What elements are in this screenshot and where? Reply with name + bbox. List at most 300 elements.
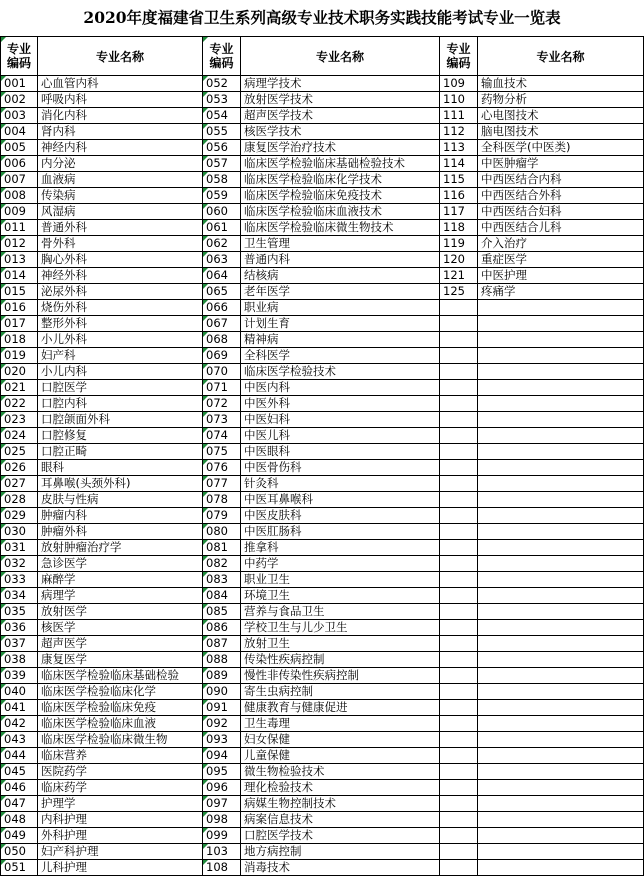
specialty-code <box>440 492 478 508</box>
specialty-code: 091 <box>203 700 241 716</box>
specialty-name: 疼痛学 <box>478 284 644 300</box>
specialty-code: 045 <box>1 764 38 780</box>
specialty-name: 整形外科 <box>38 316 203 332</box>
specialty-code <box>440 332 478 348</box>
specialty-code: 060 <box>203 204 241 220</box>
specialty-name: 普通内科 <box>241 252 440 268</box>
specialty-code: 015 <box>1 284 38 300</box>
specialty-code: 036 <box>1 620 38 636</box>
specialty-name <box>478 300 644 316</box>
specialty-name: 中医护理 <box>478 268 644 284</box>
specialty-code: 053 <box>203 92 241 108</box>
specialty-code: 092 <box>203 716 241 732</box>
specialty-name: 全科医学 <box>241 348 440 364</box>
specialty-code: 043 <box>1 732 38 748</box>
specialty-name: 内分泌 <box>38 156 203 172</box>
specialty-name: 口腔修复 <box>38 428 203 444</box>
specialty-name: 耳鼻喉(头颈外科) <box>38 476 203 492</box>
specialty-code: 121 <box>440 268 478 284</box>
table-row <box>1 236 644 252</box>
specialty-name: 麻醉学 <box>38 572 203 588</box>
specialty-name: 中医内科 <box>241 380 440 396</box>
specialty-code: 040 <box>1 684 38 700</box>
specialty-name <box>478 444 644 460</box>
specialty-code: 081 <box>203 540 241 556</box>
table-row <box>1 684 644 700</box>
specialty-code: 117 <box>440 204 478 220</box>
specialty-code: 030 <box>1 524 38 540</box>
specialty-code: 037 <box>1 636 38 652</box>
specialty-name: 理化检验技术 <box>241 780 440 796</box>
specialty-code: 009 <box>1 204 38 220</box>
specialty-name: 中医妇科 <box>241 412 440 428</box>
specialty-code: 062 <box>203 236 241 252</box>
specialty-name <box>478 716 644 732</box>
specialty-code: 110 <box>440 92 478 108</box>
specialty-name: 呼吸内科 <box>38 92 203 108</box>
specialty-name: 肿瘤内科 <box>38 508 203 524</box>
specialty-code: 099 <box>203 828 241 844</box>
table-row <box>1 588 644 604</box>
specialty-code <box>440 540 478 556</box>
specialty-code <box>440 348 478 364</box>
specialty-code <box>440 796 478 812</box>
specialty-name: 中医耳鼻喉科 <box>241 492 440 508</box>
specialty-name: 皮肤与性病 <box>38 492 203 508</box>
specialty-code: 049 <box>1 828 38 844</box>
table-row <box>1 844 644 860</box>
specialty-name: 结核病 <box>241 268 440 284</box>
specialty-code <box>440 316 478 332</box>
specialty-code: 090 <box>203 684 241 700</box>
specialty-name: 妇产科 <box>38 348 203 364</box>
table-row <box>1 668 644 684</box>
specialty-name: 康复医学治疗技术 <box>241 140 440 156</box>
table-row <box>1 364 644 380</box>
table-row <box>1 316 644 332</box>
specialty-name: 临床药学 <box>38 780 203 796</box>
specialty-code: 083 <box>203 572 241 588</box>
specialty-code: 113 <box>440 140 478 156</box>
specialty-code <box>440 860 478 876</box>
specialty-code: 021 <box>1 380 38 396</box>
specialty-name: 中西医结合儿科 <box>478 220 644 236</box>
specialty-name: 推拿科 <box>241 540 440 556</box>
specialty-name: 中医骨伤科 <box>241 460 440 476</box>
specialty-code: 098 <box>203 812 241 828</box>
specialty-code: 052 <box>203 76 241 92</box>
specialty-code: 035 <box>1 604 38 620</box>
table-row <box>1 828 644 844</box>
specialty-code: 066 <box>203 300 241 316</box>
specialty-code: 001 <box>1 76 38 92</box>
specialty-code: 082 <box>203 556 241 572</box>
specialty-code: 067 <box>203 316 241 332</box>
specialty-name: 口腔内科 <box>38 396 203 412</box>
specialty-code: 050 <box>1 844 38 860</box>
specialty-code: 028 <box>1 492 38 508</box>
specialty-name: 儿童保健 <box>241 748 440 764</box>
specialty-code: 059 <box>203 188 241 204</box>
table-row <box>1 172 644 188</box>
specialty-name: 外科护理 <box>38 828 203 844</box>
specialty-name: 心电图技术 <box>478 108 644 124</box>
specialty-name: 小儿内科 <box>38 364 203 380</box>
specialty-name: 妇女保健 <box>241 732 440 748</box>
specialty-code <box>440 844 478 860</box>
table-row <box>1 268 644 284</box>
header-code-2: 专业 编码 <box>203 37 241 76</box>
header-code-1: 专业 编码 <box>1 37 38 76</box>
specialty-name <box>478 396 644 412</box>
specialty-code: 023 <box>1 412 38 428</box>
specialty-code: 118 <box>440 220 478 236</box>
specialty-name: 中医儿科 <box>241 428 440 444</box>
specialty-code <box>440 764 478 780</box>
table-row <box>1 252 644 268</box>
specialty-name <box>478 588 644 604</box>
specialty-code: 064 <box>203 268 241 284</box>
specialty-name <box>478 428 644 444</box>
specialty-code: 002 <box>1 92 38 108</box>
specialty-code: 119 <box>440 236 478 252</box>
specialty-name: 中医肛肠科 <box>241 524 440 540</box>
specialty-name <box>478 652 644 668</box>
specialty-code: 058 <box>203 172 241 188</box>
header-code-3: 专业 编码 <box>440 37 478 76</box>
specialty-code <box>440 524 478 540</box>
specialty-code <box>440 620 478 636</box>
specialty-name: 学校卫生与儿少卫生 <box>241 620 440 636</box>
specialty-name: 病案信息技术 <box>241 812 440 828</box>
specialty-code: 076 <box>203 460 241 476</box>
specialty-name <box>478 364 644 380</box>
specialty-code: 042 <box>1 716 38 732</box>
specialty-name: 病理学技术 <box>241 76 440 92</box>
specialty-code <box>440 716 478 732</box>
specialty-name: 中药学 <box>241 556 440 572</box>
specialty-name: 放射肿瘤治疗学 <box>38 540 203 556</box>
specialty-code: 074 <box>203 428 241 444</box>
specialty-code: 013 <box>1 252 38 268</box>
specialty-code: 080 <box>203 524 241 540</box>
specialty-name: 环境卫生 <box>241 588 440 604</box>
specialty-code: 046 <box>1 780 38 796</box>
table-row <box>1 636 644 652</box>
specialty-name: 口腔医学技术 <box>241 828 440 844</box>
table-row <box>1 748 644 764</box>
specialty-name: 临床医学检验临床血液 <box>38 716 203 732</box>
specialty-code: 056 <box>203 140 241 156</box>
specialty-name: 介入治疗 <box>478 236 644 252</box>
specialty-name <box>478 796 644 812</box>
specialty-code: 025 <box>1 444 38 460</box>
specialty-table <box>0 36 644 876</box>
specialty-name: 烧伤外科 <box>38 300 203 316</box>
specialty-name: 康复医学 <box>38 652 203 668</box>
specialty-code: 084 <box>203 588 241 604</box>
specialty-name: 老年医学 <box>241 284 440 300</box>
specialty-name: 健康教育与健康促进 <box>241 700 440 716</box>
specialty-name: 重症医学 <box>478 252 644 268</box>
specialty-code <box>440 444 478 460</box>
specialty-name: 消毒技术 <box>241 860 440 876</box>
specialty-code: 086 <box>203 620 241 636</box>
specialty-code <box>440 572 478 588</box>
table-row <box>1 460 644 476</box>
specialty-code <box>440 604 478 620</box>
specialty-name: 中医外科 <box>241 396 440 412</box>
specialty-code: 006 <box>1 156 38 172</box>
specialty-code: 057 <box>203 156 241 172</box>
specialty-name: 口腔正畸 <box>38 444 203 460</box>
specialty-name: 放射医学技术 <box>241 92 440 108</box>
specialty-name <box>478 540 644 556</box>
specialty-code: 071 <box>203 380 241 396</box>
specialty-name: 超声医学技术 <box>241 108 440 124</box>
specialty-name <box>478 556 644 572</box>
specialty-name: 地方病控制 <box>241 844 440 860</box>
specialty-name: 口腔医学 <box>38 380 203 396</box>
specialty-code: 089 <box>203 668 241 684</box>
specialty-name <box>478 668 644 684</box>
specialty-name: 放射卫生 <box>241 636 440 652</box>
specialty-code: 087 <box>203 636 241 652</box>
specialty-code: 034 <box>1 588 38 604</box>
specialty-code: 068 <box>203 332 241 348</box>
specialty-name <box>478 636 644 652</box>
specialty-code <box>440 636 478 652</box>
specialty-name: 病理学 <box>38 588 203 604</box>
table-row <box>1 412 644 428</box>
specialty-code: 027 <box>1 476 38 492</box>
specialty-name: 临床医学检验临床免疫 <box>38 700 203 716</box>
specialty-name: 临床医学检验临床基础检验 <box>38 668 203 684</box>
specialty-code <box>440 748 478 764</box>
table-row <box>1 332 644 348</box>
specialty-code: 088 <box>203 652 241 668</box>
specialty-name <box>478 316 644 332</box>
table-row <box>1 652 644 668</box>
specialty-name: 寄生虫病控制 <box>241 684 440 700</box>
specialty-name <box>478 348 644 364</box>
specialty-name: 中西医结合妇科 <box>478 204 644 220</box>
table-row <box>1 700 644 716</box>
specialty-name: 血液病 <box>38 172 203 188</box>
specialty-code: 017 <box>1 316 38 332</box>
specialty-name: 中西医结合外科 <box>478 188 644 204</box>
specialty-name: 医院药学 <box>38 764 203 780</box>
specialty-code <box>440 556 478 572</box>
specialty-code: 075 <box>203 444 241 460</box>
specialty-code: 005 <box>1 140 38 156</box>
specialty-code: 024 <box>1 428 38 444</box>
specialty-code: 014 <box>1 268 38 284</box>
specialty-code: 103 <box>203 844 241 860</box>
specialty-code <box>440 300 478 316</box>
specialty-name: 传染性疾病控制 <box>241 652 440 668</box>
table-row <box>1 492 644 508</box>
specialty-name: 病媒生物控制技术 <box>241 796 440 812</box>
specialty-name: 临床营养 <box>38 748 203 764</box>
specialty-code: 112 <box>440 124 478 140</box>
table-row <box>1 220 644 236</box>
specialty-code <box>440 380 478 396</box>
specialty-code: 054 <box>203 108 241 124</box>
specialty-name <box>478 604 644 620</box>
specialty-code: 039 <box>1 668 38 684</box>
specialty-name: 计划生育 <box>241 316 440 332</box>
specialty-code <box>440 476 478 492</box>
specialty-code: 063 <box>203 252 241 268</box>
page-title: 2020年度福建省卫生系列高级专业技术职务实践技能考试专业一览表 <box>83 8 561 27</box>
specialty-code: 019 <box>1 348 38 364</box>
table-row <box>1 156 644 172</box>
specialty-name: 职业卫生 <box>241 572 440 588</box>
specialty-code: 116 <box>440 188 478 204</box>
specialty-code: 003 <box>1 108 38 124</box>
specialty-code: 109 <box>440 76 478 92</box>
table-row <box>1 204 644 220</box>
specialty-name: 肿瘤外科 <box>38 524 203 540</box>
specialty-code: 031 <box>1 540 38 556</box>
specialty-name <box>478 332 644 348</box>
specialty-code: 069 <box>203 348 241 364</box>
specialty-code <box>440 460 478 476</box>
specialty-name: 核医学 <box>38 620 203 636</box>
specialty-code: 007 <box>1 172 38 188</box>
specialty-code <box>440 396 478 412</box>
table-row <box>1 780 644 796</box>
specialty-name: 放射医学 <box>38 604 203 620</box>
table-row <box>1 444 644 460</box>
specialty-code: 033 <box>1 572 38 588</box>
specialty-code: 004 <box>1 124 38 140</box>
table-row <box>1 732 644 748</box>
specialty-code <box>440 428 478 444</box>
header-name-2: 专业名称 <box>241 37 440 76</box>
specialty-code: 012 <box>1 236 38 252</box>
specialty-name: 神经外科 <box>38 268 203 284</box>
specialty-name: 口腔颌面外科 <box>38 412 203 428</box>
specialty-code: 055 <box>203 124 241 140</box>
specialty-name: 传染病 <box>38 188 203 204</box>
specialty-code <box>440 668 478 684</box>
specialty-name <box>478 764 644 780</box>
specialty-name <box>478 732 644 748</box>
table-row <box>1 764 644 780</box>
specialty-name <box>478 508 644 524</box>
specialty-code: 048 <box>1 812 38 828</box>
specialty-code: 016 <box>1 300 38 316</box>
specialty-name: 中医皮肤科 <box>241 508 440 524</box>
specialty-code: 070 <box>203 364 241 380</box>
specialty-name: 精神病 <box>241 332 440 348</box>
specialty-name: 眼科 <box>38 460 203 476</box>
specialty-name <box>478 460 644 476</box>
specialty-code: 094 <box>203 748 241 764</box>
specialty-name: 临床医学检验临床免疫技术 <box>241 188 440 204</box>
specialty-code: 093 <box>203 732 241 748</box>
specialty-name <box>478 812 644 828</box>
specialty-code: 020 <box>1 364 38 380</box>
specialty-code: 078 <box>203 492 241 508</box>
specialty-code <box>440 780 478 796</box>
specialty-name: 中西医结合内科 <box>478 172 644 188</box>
specialty-name: 消化内科 <box>38 108 203 124</box>
table-row <box>1 540 644 556</box>
specialty-code: 120 <box>440 252 478 268</box>
specialty-name <box>478 380 644 396</box>
specialty-name: 泌尿外科 <box>38 284 203 300</box>
specialty-code <box>440 700 478 716</box>
specialty-name: 慢性非传染性疾病控制 <box>241 668 440 684</box>
specialty-code: 018 <box>1 332 38 348</box>
specialty-name <box>478 780 644 796</box>
specialty-name <box>478 572 644 588</box>
specialty-name: 临床医学检验临床化学 <box>38 684 203 700</box>
table-row <box>1 812 644 828</box>
header-row <box>1 37 644 76</box>
specialty-name: 核医学技术 <box>241 124 440 140</box>
table-row <box>1 108 644 124</box>
specialty-name: 儿科护理 <box>38 860 203 876</box>
specialty-code <box>440 732 478 748</box>
specialty-code: 077 <box>203 476 241 492</box>
table-row <box>1 76 644 92</box>
specialty-name <box>478 844 644 860</box>
specialty-name: 临床医学检验临床血液技术 <box>241 204 440 220</box>
table-row <box>1 716 644 732</box>
specialty-code: 095 <box>203 764 241 780</box>
specialty-code: 079 <box>203 508 241 524</box>
specialty-code: 008 <box>1 188 38 204</box>
specialty-code: 097 <box>203 796 241 812</box>
specialty-name: 中医眼科 <box>241 444 440 460</box>
specialty-name: 风湿病 <box>38 204 203 220</box>
specialty-code <box>440 828 478 844</box>
specialty-name: 内科护理 <box>38 812 203 828</box>
specialty-code: 038 <box>1 652 38 668</box>
table-row <box>1 476 644 492</box>
specialty-code: 026 <box>1 460 38 476</box>
specialty-code: 085 <box>203 604 241 620</box>
specialty-code: 011 <box>1 220 38 236</box>
specialty-name: 针灸科 <box>241 476 440 492</box>
specialty-code: 115 <box>440 172 478 188</box>
specialty-code <box>440 652 478 668</box>
table-row <box>1 124 644 140</box>
specialty-code: 108 <box>203 860 241 876</box>
table-row <box>1 556 644 572</box>
specialty-name: 临床医学检验临床化学技术 <box>241 172 440 188</box>
specialty-name: 心血管内科 <box>38 76 203 92</box>
specialty-name: 妇产科护理 <box>38 844 203 860</box>
table-row <box>1 604 644 620</box>
specialty-code: 073 <box>203 412 241 428</box>
specialty-code <box>440 812 478 828</box>
specialty-name <box>478 828 644 844</box>
specialty-name: 急诊医学 <box>38 556 203 572</box>
specialty-name: 胸心外科 <box>38 252 203 268</box>
specialty-name: 神经内科 <box>38 140 203 156</box>
table-row <box>1 380 644 396</box>
specialty-name: 临床医学检验临床基础检验技术 <box>241 156 440 172</box>
specialty-name: 微生物检验技术 <box>241 764 440 780</box>
specialty-name: 骨外科 <box>38 236 203 252</box>
table-row <box>1 524 644 540</box>
specialty-name <box>478 620 644 636</box>
